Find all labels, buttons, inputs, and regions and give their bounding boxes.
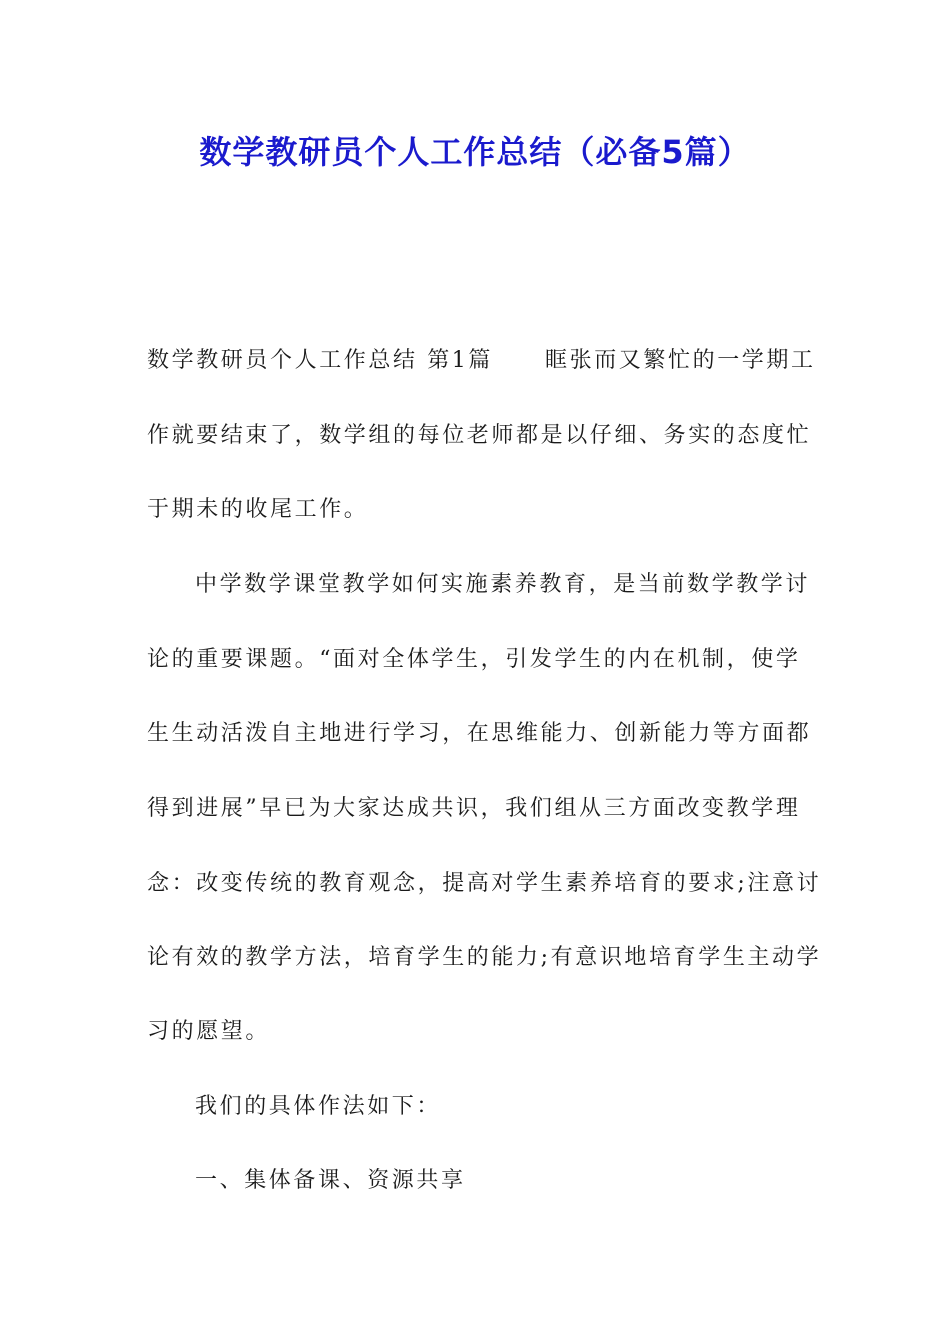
paragraph-line: 于期未的收尾工作。 [147,497,369,522]
document-title: 数学教研员个人工作总结（必备5篇） [199,133,751,171]
line-text: 眶张而又繁忙的一学期工 [545,348,816,373]
paragraph-line: 习的愿望。 [147,1019,271,1044]
paragraph-line: 得到进展”早已为大家达成共识，我们组从三方面改变教学理 [147,796,801,821]
paragraph-line: 生生动活泼自主地进行学习，在思维能力、创新能力等方面都 [147,721,812,746]
paragraph-line: 我们的具体作法如下： [195,1094,442,1119]
paragraph-line: 中学数学课堂教学如何实施素养教育，是当前数学教学讨 [195,572,811,597]
section-heading: 数学教研员个人工作总结 第1篇 [147,348,493,373]
section-heading: 一、集体备课、资源共享 [195,1168,466,1193]
paragraph-line: 论有效的教学方法，培育学生的能力;有意识地培育学生主动学 [147,945,822,970]
paragraph-line: 念：改变传统的教育观念，提高对学生素养培育的要求;注意讨 [147,871,822,896]
paragraph-line: 作就要结束了，数学组的每位老师都是以仔细、务实的态度忙 [147,423,812,448]
paragraph-line [147,346,816,376]
paragraph-line: 论的重要课题。“面对全体学生，引发学生的内在机制，使学 [147,647,801,672]
